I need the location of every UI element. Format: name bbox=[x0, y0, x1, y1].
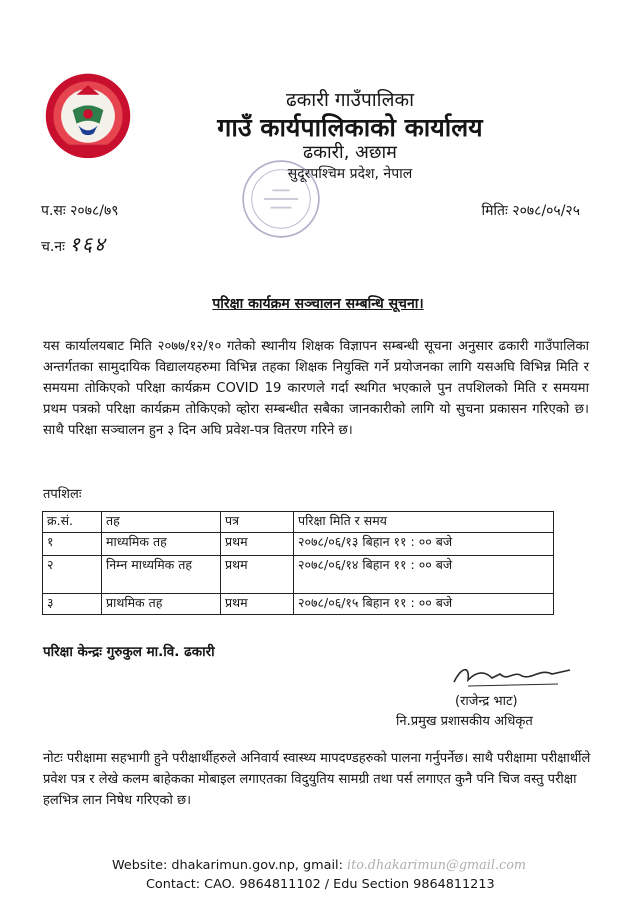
reference-number: प.सः २०७८/७९ bbox=[41, 203, 119, 219]
cell-serial: ३ bbox=[43, 594, 102, 615]
exam-schedule-table bbox=[42, 511, 554, 615]
nepal-emblem-logo bbox=[40, 66, 136, 162]
signatory-name: (राजेन्द्र भाट) bbox=[455, 694, 518, 709]
cell-level: प्राथमिक तह bbox=[102, 594, 221, 615]
footer-gmail-label: gmail: bbox=[303, 858, 343, 873]
cell-date-time: २०७८/०६/१५ बिहान ११ : ०० बजे bbox=[294, 594, 554, 615]
table-row bbox=[43, 533, 554, 556]
cell-paper: प्रथम bbox=[221, 556, 294, 594]
table-row bbox=[43, 556, 554, 594]
footer-contact: Contact: CAO. 9864811102 / Edu Section 9864811213 bbox=[146, 877, 495, 892]
cell-serial: १ bbox=[43, 533, 102, 556]
exam-center: परिक्षा केन्द्रः गुरुकुल मा.वि. ढकारी bbox=[43, 644, 215, 660]
cell-level: माध्यमिक तह bbox=[102, 533, 221, 556]
footer-website: Website: dhakarimun.gov.np, bbox=[112, 858, 299, 873]
header-serial: क्र.सं. bbox=[43, 512, 102, 533]
footer-gmail: ito.dhakarimun@gmail.com bbox=[346, 858, 527, 873]
office-stamp bbox=[238, 156, 324, 242]
cell-serial: २ bbox=[43, 556, 102, 594]
cell-date-time: २०७८/०६/१४ बिहान ११ : ०० बजे bbox=[294, 556, 554, 594]
cell-date-time: २०७८/०६/१३ बिहान ११ : ०० बजे bbox=[294, 533, 554, 556]
schedule-label: तपशिलः bbox=[43, 487, 82, 502]
footer-web-line bbox=[112, 858, 526, 873]
dispatch-label: च.नः bbox=[41, 239, 65, 255]
notice-body: यस कार्यालयबाट मिति २०७७/१२/१० गतेको स्थानीय शिक्षक विज्ञापन सम्बन्धी सूचना अनुसार ढकारी गाउँपालिका अन्तर्गतका सामुदायिक विद्यालयहरुमा विभिन्न तहका शिक्षक नियुक्ति गर्ने प्रयोजनका लागि यसअघि विभिन्न मिति र समयमा तोकिएको परिक्षा कार्यक्रम COVID 19 कारणले गर्दा स्थगित भएकाले पुन तपशिलको मिति र समयमा प्रथम पत्रको परिक्षा कार्यक्रम तोकिएको व्होरा सम्बन्धीत सबैका जानकारीको लागि यो सुचना प्रकासन गरिएको छ। साथै परिक्षा सञ्चालन हुन ३ दिन अघि प्रवेश-पत्र वितरण गरिने छ। bbox=[43, 339, 589, 438]
cell-paper: प्रथम bbox=[221, 533, 294, 556]
municipality-name: ढकारी गाउँपालिका bbox=[285, 89, 414, 111]
letter-date: मितिः २०७८/०५/२५ bbox=[481, 203, 580, 219]
signature bbox=[448, 660, 578, 694]
dispatch-number bbox=[41, 230, 107, 257]
table-row bbox=[43, 594, 554, 615]
cell-paper: प्रथम bbox=[221, 594, 294, 615]
header-level: तह bbox=[102, 512, 221, 533]
table-header-row bbox=[43, 512, 554, 533]
header-date-time: परिक्षा मिति र समय bbox=[294, 512, 554, 533]
office-province: सुदूरपश्चिम प्रदेश, नेपाल bbox=[287, 166, 413, 182]
cell-level: निम्न माध्यमिक तह bbox=[102, 556, 221, 594]
header-paper: पत्र bbox=[221, 512, 294, 533]
dispatch-value: १६४ bbox=[69, 232, 107, 256]
notice-subject: परिक्षा कार्यक्रम सञ्चालन सम्बन्धि सूचना। bbox=[212, 296, 424, 312]
office-location: ढकारी, अछाम bbox=[303, 142, 397, 163]
office-name: गाउँ कार्यपालिकाको कार्यालय bbox=[217, 113, 483, 142]
notice-note: नोटः परीक्षामा सहभागी हुने परीक्षार्थीहरुले अनिवार्य स्वास्थ्य मापदण्डहरुको पालना गर्नुपर्नेछ। साथै परीक्षामा परीक्षार्थीले प्रवेश पत्र र लेखे कलम बाहेकका मोबाइल लगाएतका विदुयुतिय सामग्री तथा पर्स लगाएत कुनै पनि चिज वस्तु परीक्षा हलभित्र लान निषेध गरिएको छ। bbox=[43, 751, 591, 808]
signatory-title: नि.प्रमुख प्रशासकीय अधिकृत bbox=[396, 714, 533, 729]
